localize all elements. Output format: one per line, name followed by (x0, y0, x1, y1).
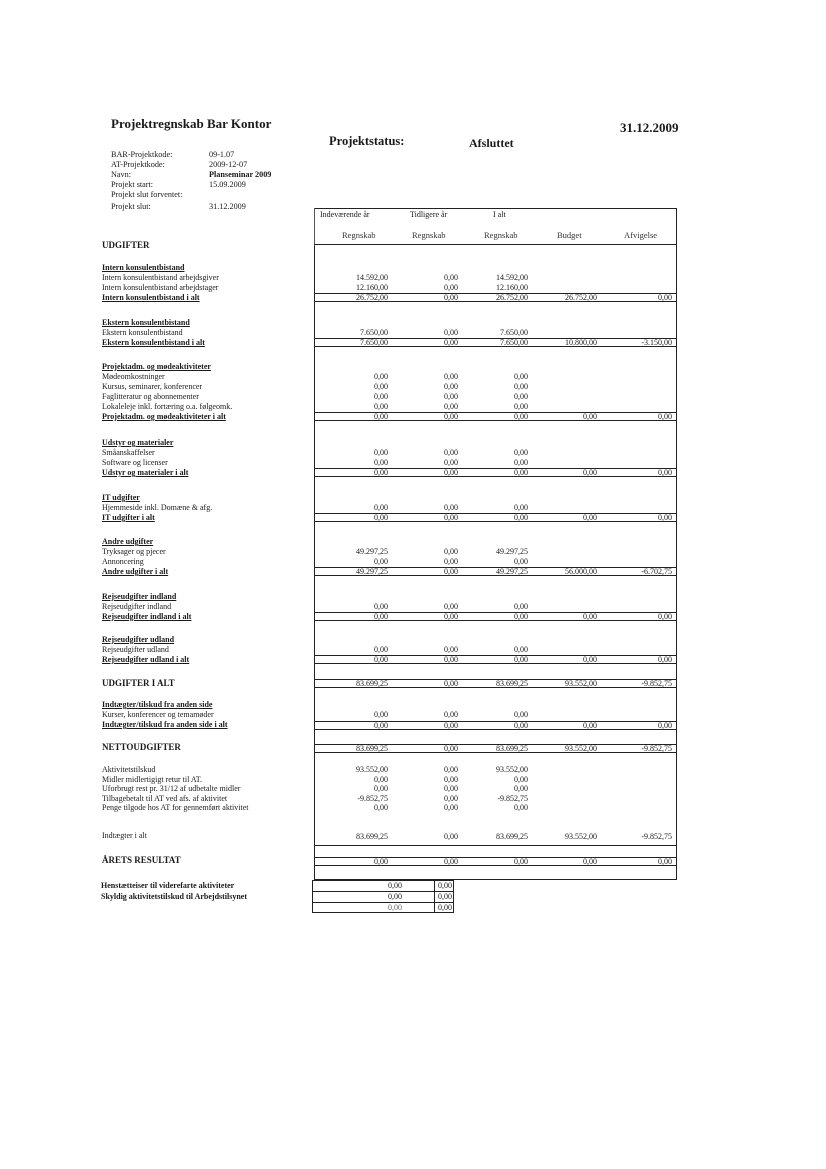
line-item-value: 0,00 (514, 602, 528, 611)
line-item-value: 0,00 (374, 710, 388, 719)
section-total-value: 26.752,00 (496, 293, 528, 302)
nettoudgifter-label: NETTOUDGIFTER (102, 742, 181, 752)
section-total-value: 0,00 (658, 721, 672, 730)
line-item-value: 0,00 (444, 547, 458, 556)
meta-key: AT-Projektkode: (111, 160, 165, 170)
section-total-value: 0,00 (583, 612, 597, 621)
line-item-value: 0,00 (444, 392, 458, 401)
nettoudgifter-value: 93.552,00 (565, 744, 597, 753)
financing-value: 0,00 (444, 803, 458, 813)
line-item-value: 0,00 (514, 645, 528, 654)
aarets-resultat-label: ÅRETS RESULTAT (102, 855, 181, 865)
line-item-label: Intern konsulentbistand arbejdstager (102, 283, 219, 292)
status-label: Projektstatus: (329, 134, 405, 148)
line-item-value: 0,00 (514, 503, 528, 512)
section-total-value: 0,00 (583, 655, 597, 664)
udgifter-i-alt-value: 83.699,25 (496, 679, 528, 688)
section-total-value: 0,00 (444, 612, 458, 621)
udgifter-i-alt-value: 93.552,00 (565, 679, 597, 688)
line-item-value: 0,00 (514, 392, 528, 401)
section-title: Ekstern konsulentbistand (102, 318, 190, 327)
subheader-regnskab-3: Regnskab (484, 230, 518, 240)
line-item-value: 0,00 (514, 372, 528, 381)
line-item-value: 0,00 (444, 283, 458, 292)
line-item-value: 0,00 (444, 328, 458, 337)
meta-key: BAR-Projektkode: (111, 150, 173, 159)
financing-value: 93.552,00 (496, 765, 528, 774)
section-total-value: 0,00 (658, 468, 672, 477)
meta-value: 2009-12-07 (209, 160, 248, 170)
final-label: Skyldig aktivitetstilskud til Arbejdstilsynet (101, 892, 248, 901)
indtaegter-i-alt-label: Indtægter i alt (102, 831, 147, 840)
section-total-value: 49.297,25 (496, 567, 528, 576)
section-total-value: 0,00 (658, 655, 672, 664)
nettoudgifter-value: -9.852,75 (641, 744, 672, 753)
line-item-value: 0,00 (444, 458, 458, 467)
section-total-label: IT udgifter i alt (102, 513, 155, 522)
section-total-value: 0,00 (444, 567, 458, 576)
section-total-value: 0,00 (374, 468, 388, 477)
section-total-value: 0,00 (583, 468, 597, 477)
header-divider (314, 244, 677, 245)
section-total-value: 0,00 (583, 412, 597, 421)
meta-row (111, 190, 329, 200)
indtaegter-i-alt-value: 83.699,25 (496, 832, 528, 841)
meta-value: Planseminar 2009 (209, 170, 272, 180)
line-item-value: 0,00 (374, 392, 388, 401)
nettoudgifter-value: 0,00 (444, 744, 458, 753)
final-value: 0,00 (438, 892, 452, 901)
final-value: 0,00 (438, 881, 452, 890)
line-item-value: 0,00 (444, 382, 458, 391)
section-total-value: 0,00 (514, 612, 528, 621)
section-total-value: 7.650,00 (360, 338, 388, 347)
financing-value: 0,00 (514, 803, 528, 813)
line-item-value: 0,00 (444, 557, 458, 566)
section-total-label: Ekstern konsulentbistand i alt (102, 338, 205, 347)
document-date: 31.12.2009 (620, 120, 679, 135)
nettoudgifter-value: 83.699,25 (496, 744, 528, 753)
meta-value (209, 190, 329, 200)
line-item-value: 49.297,25 (356, 547, 388, 556)
subheader-budget: Budget (557, 230, 582, 240)
financing-value: 0,00 (374, 774, 388, 784)
aarets-resultat-value: 0,00 (514, 857, 528, 866)
line-item-label: Intern konsulentbistand arbejdsgiver (102, 273, 219, 282)
line-item-label: Hjemmeside inkl. Domæne & afg. (102, 503, 213, 512)
final-value: 0,00 (438, 903, 452, 912)
column-header-previous-years: Tidligere år (410, 210, 448, 219)
section-title: Indtægter/tilskud fra anden side (102, 700, 213, 709)
line-item-value: 0,00 (514, 382, 528, 391)
section-total-value: 0,00 (658, 412, 672, 421)
section-title: Udstyr og materialer (102, 438, 174, 447)
section-total-value: 0,00 (514, 721, 528, 730)
section-total-value: 26.752,00 (565, 293, 597, 302)
indtaegter-i-alt-value: -9.852,75 (641, 832, 672, 841)
financing-label: Aktivitetstilskud (102, 765, 156, 774)
line-item-value: 7.650,00 (360, 328, 388, 337)
line-item-value: 7.650,00 (500, 328, 528, 337)
aarets-resultat-value: 0,00 (658, 857, 672, 866)
financing-label: Midler midlertigigt retur til AT. (102, 774, 203, 784)
line-item-value: 0,00 (514, 402, 528, 411)
section-total-value: 0,00 (444, 655, 458, 664)
meta-key: Projekt slut forventet: (111, 190, 183, 200)
column-divider (314, 208, 315, 246)
section-total-value: 0,00 (444, 721, 458, 730)
financing-value: 0,00 (514, 774, 528, 784)
financing-value: 0,00 (444, 765, 458, 774)
meta-value: 09-1.07 (209, 150, 235, 159)
financing-value: 0,00 (444, 774, 458, 784)
final-label: Henstætteiser til viderefarte aktiviteter (101, 881, 235, 890)
financing-value: -9.852,75 (497, 793, 528, 803)
line-item-label: Rejseudgifter indland (102, 602, 172, 611)
aarets-resultat-value: 0,00 (583, 857, 597, 866)
line-item-value: 0,00 (514, 458, 528, 467)
line-item-value: 0,00 (514, 557, 528, 566)
meta-key: Navn: (111, 170, 132, 180)
indtaegter-i-alt-value: 0,00 (444, 832, 458, 841)
section-title: Rejseudgifter udland (102, 635, 175, 644)
section-total-value: 0,00 (444, 293, 458, 302)
section-title: Rejseudgifter indland (102, 592, 177, 601)
line-item-value: 0,00 (374, 382, 388, 391)
financing-value: -9.852,75 (357, 793, 388, 803)
meta-row (111, 180, 329, 190)
financing-value: 0,00 (374, 803, 388, 813)
section-total-value: 0,00 (583, 721, 597, 730)
financing-value: 0,00 (444, 793, 458, 803)
section-total-value: 0,00 (658, 513, 672, 522)
section-total-value: 0,00 (444, 412, 458, 421)
meta-value: 31.12.2009 (209, 202, 246, 212)
line-item-value: 0,00 (374, 372, 388, 381)
section-total-value: 0,00 (658, 612, 672, 621)
meta-key: Projekt start: (111, 180, 154, 190)
section-total-value: 0,00 (374, 412, 388, 421)
section-total-value: 0,00 (444, 468, 458, 477)
section-total-value: 0,00 (514, 513, 528, 522)
meta-row (111, 170, 329, 180)
financing-value: 93.552,00 (356, 765, 388, 774)
project-meta (111, 150, 329, 213)
meta-row (111, 160, 329, 170)
udgifter-i-alt-value: 0,00 (444, 679, 458, 688)
subheader-afvigelse: Afvigelse (624, 230, 658, 240)
section-total-value: 26.752,00 (356, 293, 388, 302)
line-item-value: 0,00 (444, 503, 458, 512)
section-total-value: 0,00 (444, 513, 458, 522)
line-item-label: Faglitteratur og abonnementer (102, 392, 199, 401)
nettoudgifter-value: 83.699,25 (356, 744, 388, 753)
section-title: Projektadm. og mødeaktiviteter (102, 362, 211, 371)
line-item-value: 0,00 (444, 402, 458, 411)
line-item-value: 0,00 (374, 602, 388, 611)
line-item-value: 0,00 (444, 448, 458, 457)
line-item-value: 0,00 (374, 557, 388, 566)
section-total-value: 56.000,00 (565, 567, 597, 576)
line-item-value: 0,00 (444, 710, 458, 719)
line-item-label: Mødeomkostninger (102, 372, 165, 381)
line-item-value: 14.592,00 (496, 273, 528, 282)
line-item-value: 0,00 (374, 402, 388, 411)
line-item-label: Kursus, seminarer, konferencer (102, 382, 203, 391)
line-item-value: 0,00 (374, 448, 388, 457)
financing-label: Uforbrugt rest pr. 31/12 af udbetalte midler (102, 784, 241, 794)
line-item-label: Lokaleleje inkl. fortæring o.a. følgeomk. (102, 402, 233, 411)
section-total-value: 0,00 (658, 293, 672, 302)
line-item-value: 0,00 (444, 645, 458, 654)
section-total-value: -6.702,75 (641, 567, 672, 576)
udgifter-heading: UDGIFTER (102, 240, 150, 250)
line-item-value: 0,00 (444, 602, 458, 611)
section-total-label: Udstyr og materialer i alt (102, 468, 189, 477)
udgifter-i-alt-value: -9.852,75 (641, 679, 672, 688)
line-item-label: Rejseudgifter udland (102, 645, 169, 654)
section-title: Andre udgifter (102, 537, 154, 546)
line-item-value: 12.160,00 (496, 283, 528, 292)
financing-label: Penge tilgode hos AT for gennemført aktivitet (102, 803, 249, 813)
financing-value: 0,00 (374, 784, 388, 794)
section-title: Intern konsulentbistand (102, 263, 185, 272)
document-title: Projektregnskab Bar Kontor (111, 116, 272, 131)
line-item-value: 0,00 (444, 273, 458, 282)
line-item-label: Småanskaffelser (102, 448, 155, 457)
meta-row (111, 202, 329, 212)
section-total-value: 0,00 (374, 612, 388, 621)
meta-row (111, 150, 329, 160)
section-total-label: Rejseudgifter udland i alt (102, 655, 190, 664)
section-total-value: -3.150,00 (641, 338, 672, 347)
line-item-value: 0,00 (374, 503, 388, 512)
indtaegter-i-alt-value: 83.699,25 (356, 832, 388, 841)
section-total-value: 0,00 (374, 513, 388, 522)
udgifter-i-alt-label: UDGIFTER I ALT (102, 678, 175, 688)
meta-key: Projekt slut: (111, 202, 151, 212)
final-value: 0,00 (388, 903, 402, 912)
section-total-value: 49.297,25 (356, 567, 388, 576)
line-item-label: Ekstern konsulentbistand (102, 328, 183, 337)
divider (314, 845, 677, 846)
column-header-current-year: Indeværende år (320, 210, 370, 219)
section-total-value: 0,00 (583, 513, 597, 522)
line-item-value: 0,00 (374, 458, 388, 467)
section-total-label: Andre udgifter i alt (102, 567, 169, 576)
section-total-label: Rejseudgifter indland i alt (102, 612, 192, 621)
section-total-label: Intern konsulentbistand i alt (102, 293, 200, 302)
column-header-total: I alt (493, 210, 506, 219)
aarets-resultat-value: 0,00 (374, 857, 388, 866)
status-value: Afsluttet (469, 136, 514, 150)
subheader-regnskab-1: Regnskab (342, 230, 376, 240)
final-value: 0,00 (388, 892, 402, 901)
section-total-value: 10.800,00 (565, 338, 597, 347)
section-total-value: 7.650,00 (500, 338, 528, 347)
line-item-value: 0,00 (374, 645, 388, 654)
aarets-resultat-value: 0,00 (444, 857, 458, 866)
section-total-value: 0,00 (374, 721, 388, 730)
line-item-value: 0,00 (444, 372, 458, 381)
line-item-label: Kurser, konferencer og temamøder (102, 710, 214, 719)
line-item-value: 49.297,25 (496, 547, 528, 556)
section-title: IT udgifter (102, 493, 140, 502)
financing-value: 0,00 (514, 784, 528, 794)
line-item-label: Annoncering (102, 557, 144, 566)
section-total-value: 0,00 (444, 338, 458, 347)
subheader-regnskab-2: Regnskab (412, 230, 446, 240)
section-total-label: Indtægter/tilskud fra anden side i alt (102, 720, 228, 729)
financing-label: Tilbagebetalt til AT ved afs. af aktivitet (102, 793, 228, 803)
line-item-label: Tryksager og pjecer (102, 547, 166, 556)
line-item-value: 12.160,00 (356, 283, 388, 292)
section-total-value: 0,00 (514, 655, 528, 664)
section-total-value: 0,00 (374, 655, 388, 664)
final-value: 0,00 (388, 881, 402, 890)
line-item-value: 0,00 (514, 448, 528, 457)
line-item-value: 14.592,00 (356, 273, 388, 282)
meta-value: 15.09.2009 (209, 180, 246, 190)
section-total-value: 0,00 (514, 412, 528, 421)
indtaegter-i-alt-value: 93.552,00 (565, 832, 597, 841)
section-total-value: 0,00 (514, 468, 528, 477)
financing-value: 0,00 (444, 784, 458, 794)
line-item-value: 0,00 (514, 710, 528, 719)
udgifter-i-alt-value: 83.699,25 (356, 679, 388, 688)
line-item-label: Software og licenser (102, 458, 168, 467)
section-total-label: Projektadm. og mødeaktiviteter i alt (102, 412, 226, 421)
